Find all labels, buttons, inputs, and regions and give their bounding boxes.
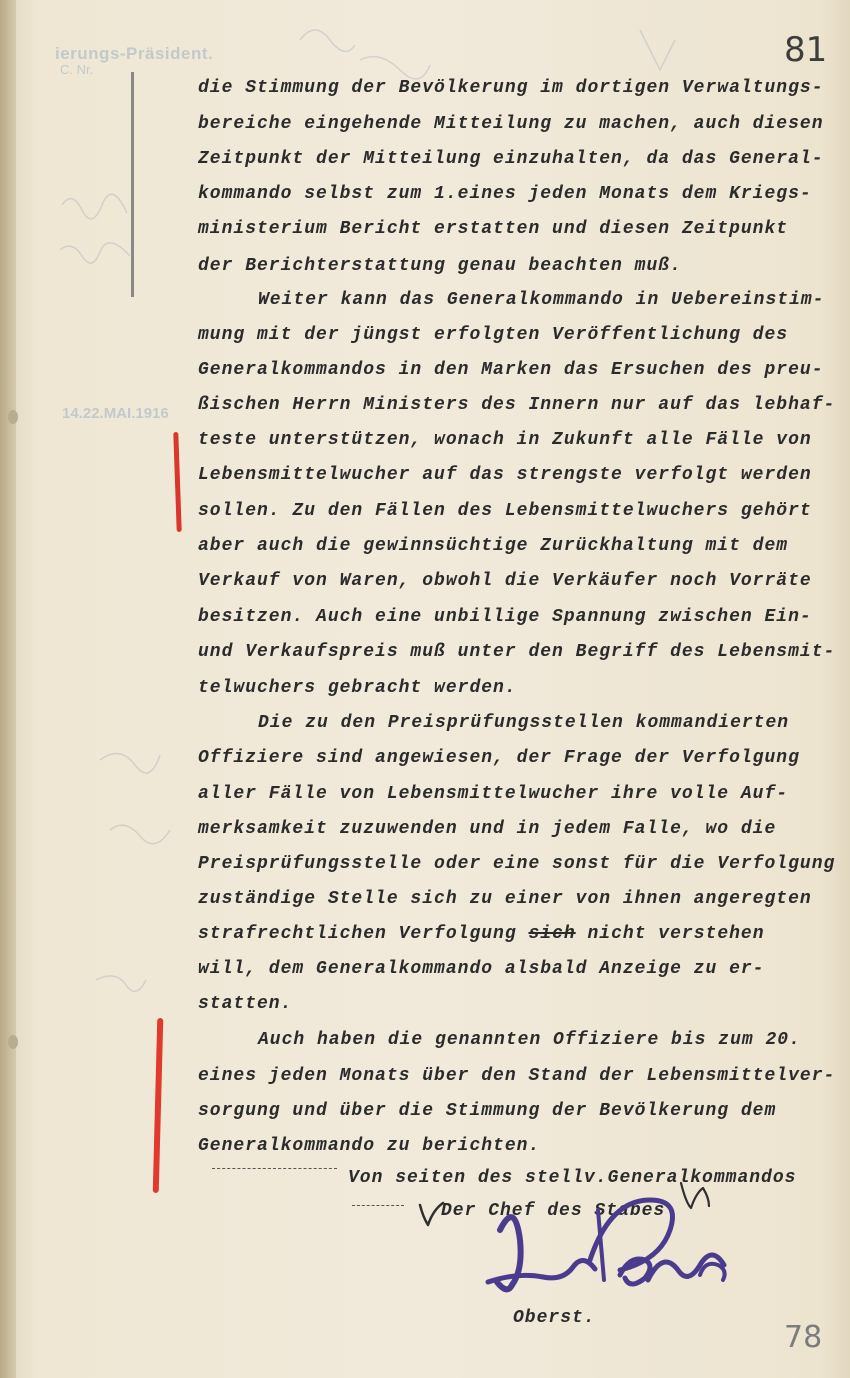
chief-of-staff-line: Der Chef des Stabes [441,1201,666,1221]
text-line: der Berichterstattung genau beachten muß. [198,256,682,276]
text-line: sollen. Zu den Fällen des Lebensmittelwuchers gehört [198,501,812,521]
bottom-folio-number: 78 [784,1320,823,1355]
text-line: aber auch die gewinnsüchtige Zurückhaltung mit dem [198,536,789,556]
text-line: Generalkommando zu berichten. [198,1136,541,1156]
text-line: sorgung und über die Stimmung der Bevölkerung dem [198,1101,777,1121]
authority-line: Von seiten des stellv.Generalkommandos [348,1168,797,1188]
text-line: Generalkommandos in den Marken das Ersuchen des preu- [198,360,824,380]
text-line: ministerium Bericht erstatten und diesen Zeitpunkt [198,219,789,239]
office-stamp: ierungs-Präsident. [55,44,214,63]
text-line: Weiter kann das Generalkommando in Uebereinstim- [258,290,825,310]
text-line: Preisprüfungsstelle oder eine sonst für die Verfolgung [198,854,836,874]
text-line: eines jeden Monats über den Stand der Lebensmittelver- [198,1066,836,1086]
rank-line: Oberst. [513,1308,596,1328]
text-line: kommando selbst zum 1.eines jeden Monats dem Kriegs- [198,184,812,204]
text-segment: nicht verstehen [587,924,765,944]
text-line: bereiche eingehende Mitteilung zu machen, auch diesen [198,114,824,134]
date-stamp: 14.22.MAI.1916 [62,405,169,422]
text-line: Offiziere sind angewiesen, der Frage der Verfolgung [198,748,800,768]
text-line: Auch haben die genannten Offiziere bis zum 20. [258,1030,801,1050]
text-line: Verkauf von Waren, obwohl die Verkäufer noch Vorräte [198,571,812,591]
text-line: zuständige Stelle sich zu einer von ihnen angeregten [198,889,812,909]
text-line: aller Fälle von Lebensmittelwucher ihre volle Auf- [198,784,789,804]
text-line: merksamkeit zuzuwenden und in jedem Falle, wo die [198,819,777,839]
text-line: teste unterstützen, wonach in Zukunft alle Fälle von [198,430,812,450]
text-line: will, dem Generalkommando alsbald Anzeige zu er- [198,959,765,979]
folio-number: 81 [784,30,828,70]
text-line: besitzen. Auch eine unbillige Spannung zwischen Ein- [198,607,812,627]
stamp-number: C. Nr. [60,62,94,77]
text-line: und Verkaufspreis muß unter den Begriff des Lebensmit- [198,642,836,662]
text-line: statten. [198,994,293,1014]
text-line: Die zu den Preisprüfungsstellen kommandierten [258,713,790,733]
text-line: mung mit der jüngst erfolgten Veröffentlichung des [198,325,789,345]
text-line: Lebensmittelwucher auf das strengste verfolgt werden [198,465,812,485]
text-line: ßischen Herrn Ministers des Innern nur auf das lebhaf- [198,395,836,415]
text-line: telwuchers gebracht werden. [198,678,517,698]
text-line: die Stimmung der Bevölkerung im dortigen Verwaltungs- [198,78,824,98]
text-line: Zeitpunkt der Mitteilung einzuhalten, da das General- [198,149,824,169]
text-segment: strafrechtlichen Verfolgung [198,924,517,944]
struck-word: sich [528,924,576,944]
